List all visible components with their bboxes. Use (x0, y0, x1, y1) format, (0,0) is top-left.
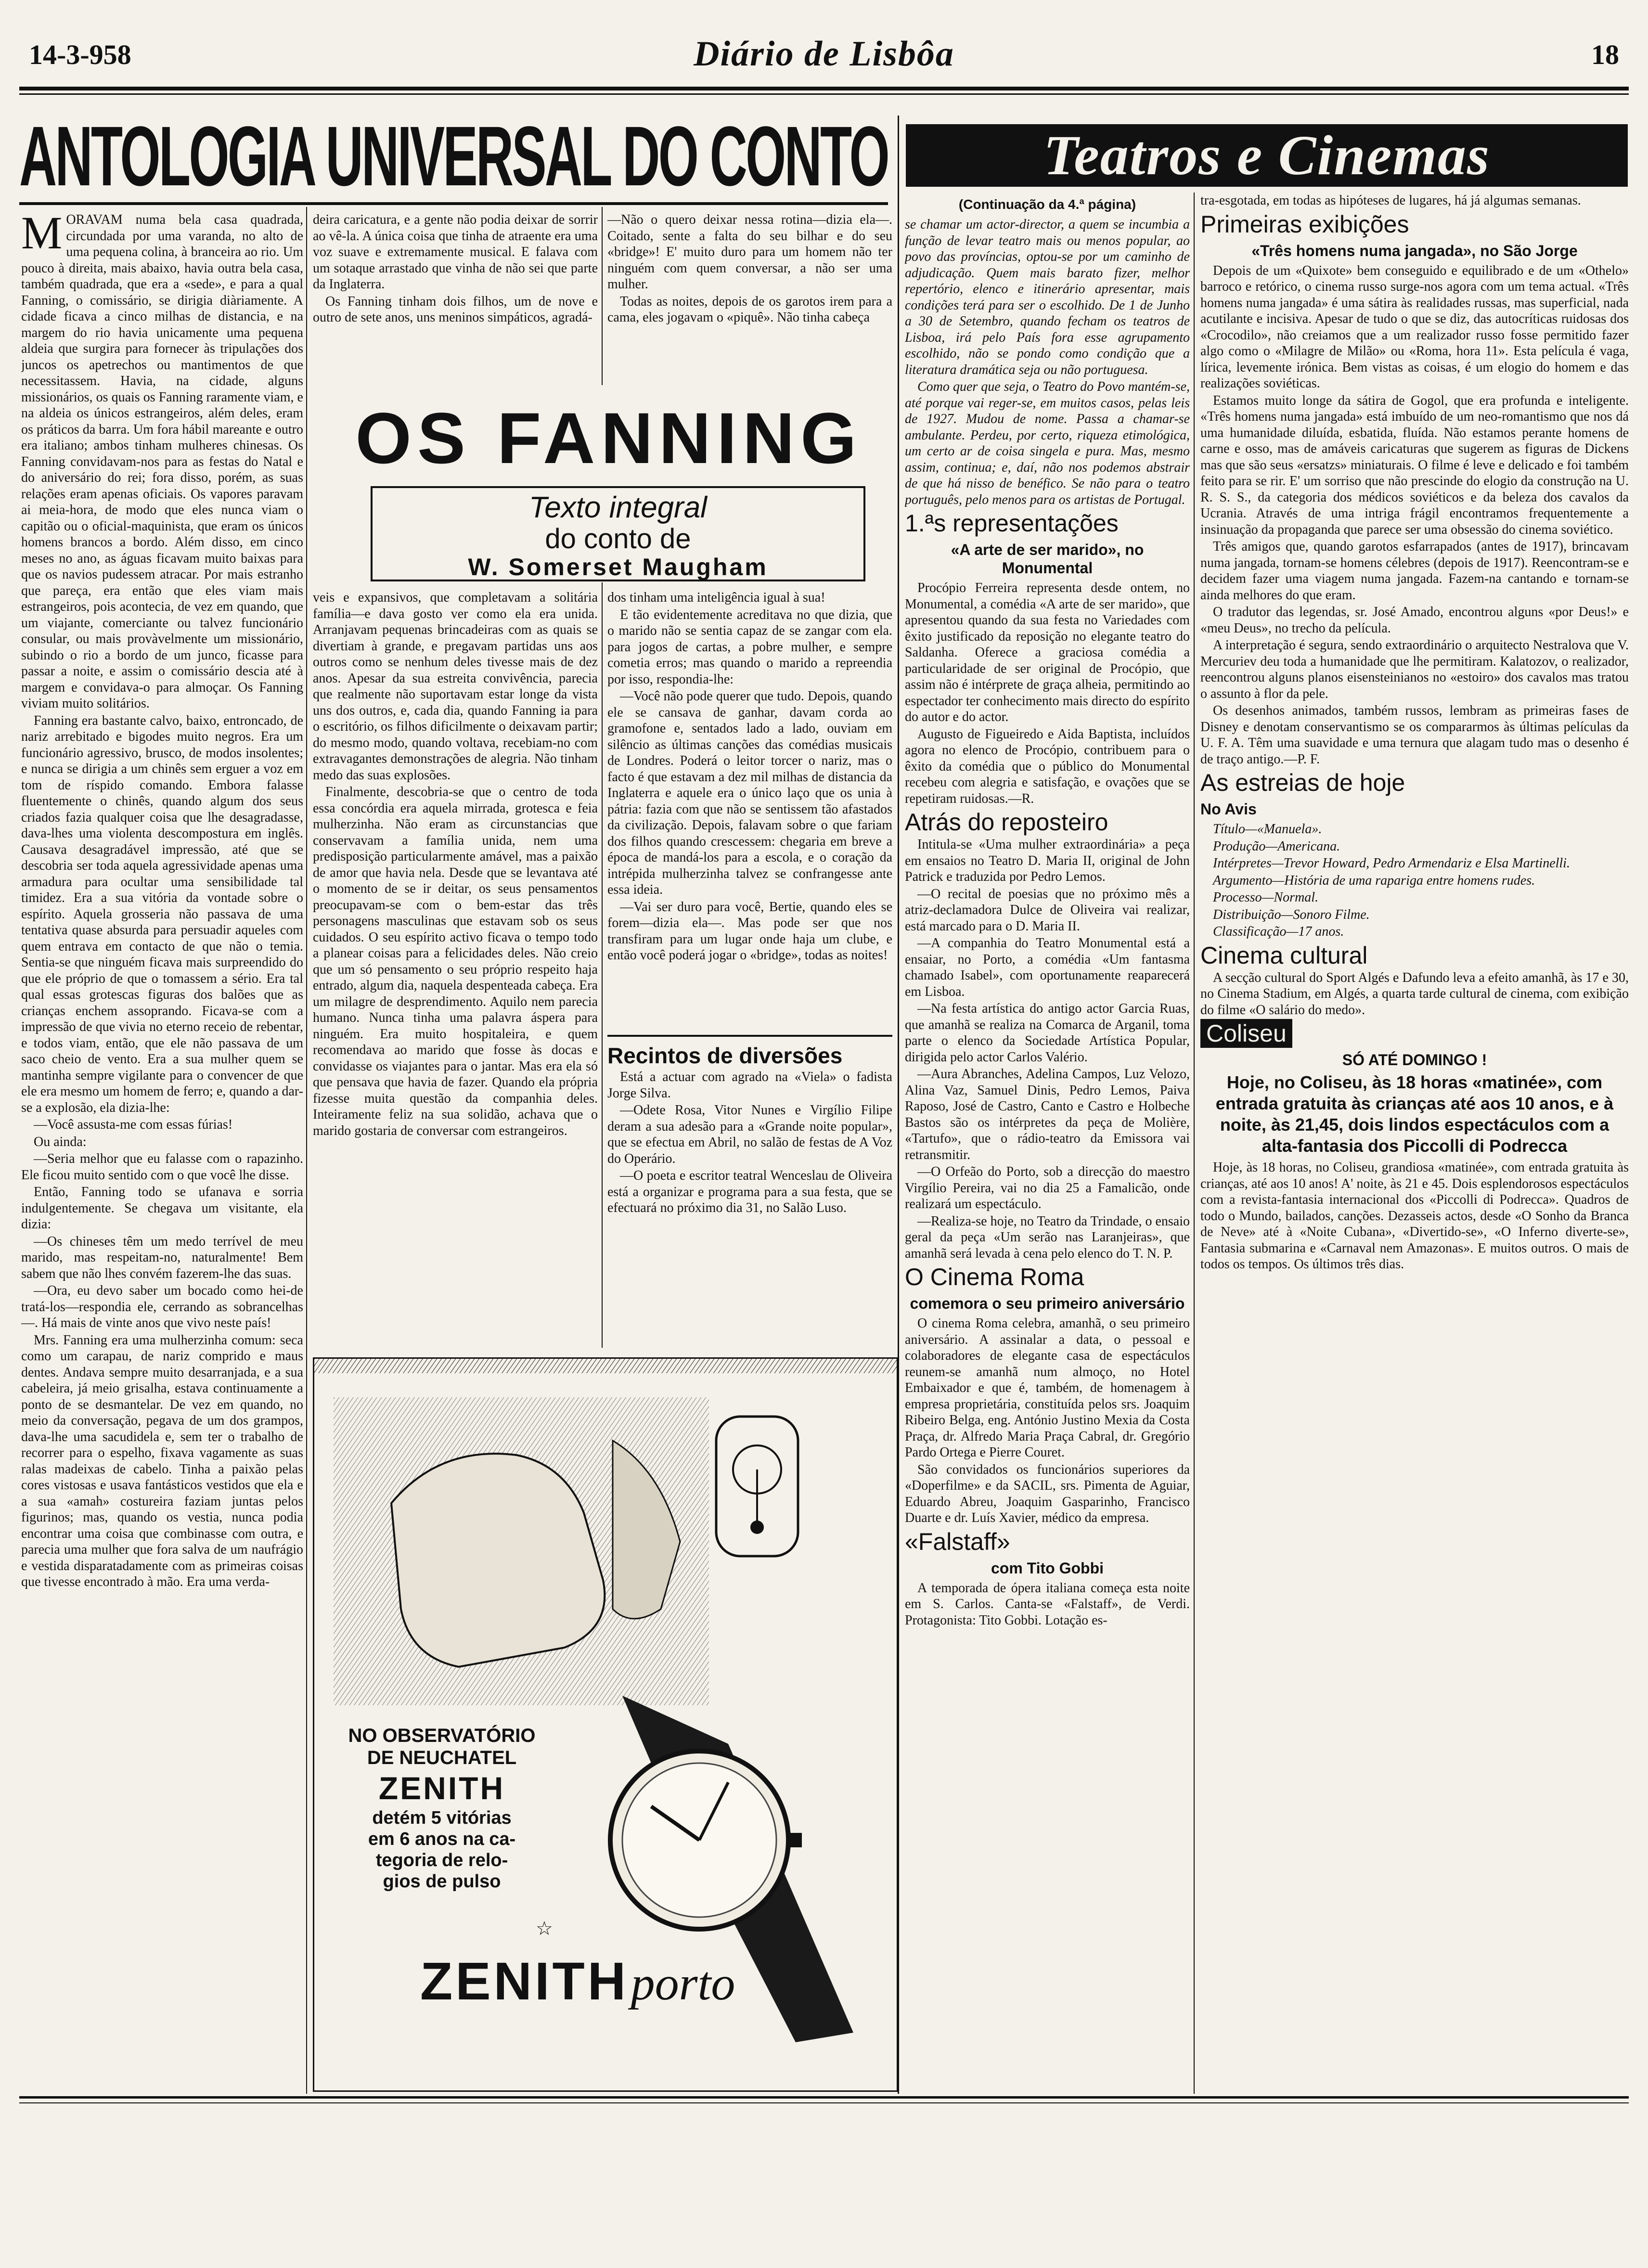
bottom-rule-thin (19, 2102, 1629, 2103)
teatro-text: São convidados os funcionários superiores da «Doperfilme» e da SACIL, srs. Pimenta de Aguiar, Eduardo Abreu, Joaquim Gasparinho, Francisco Duarte e dr. Luís Xavier, médico da empresa. (905, 1462, 1190, 1525)
ad-copy (329, 1725, 555, 1892)
subtitle-text-integral: Texto integral (529, 491, 707, 524)
story-subtitle-box (371, 486, 865, 581)
col-rule-2b (602, 582, 603, 1348)
teatro-text: Três amigos que, quando garotos esfarrapados (antes de 1917), brincavam numa jangada, tornam-se homens célebres (depois de 1917). Reencontram-se e decidem fazer uma viagem numa jangada. Fazem-na cantando e tornam-se ainda melhores do que eram. (1200, 539, 1629, 603)
heading-cinema-cultural: Cinema cultural (1200, 941, 1368, 969)
story-text: —Vai ser duro para você, Bertie, quando eles se forem—dizia ela—. Mas pode ser que nos transfiram para um lugar onde haja um clube, e então você poderá jogar o «bridge», todas as noites! (607, 899, 892, 963)
story-text: Ou ainda: (34, 1134, 87, 1149)
masthead (19, 34, 1629, 72)
masthead-date: 14-3-958 (29, 39, 131, 70)
story-text: dos tinham uma inteligência igual à sua! (607, 590, 825, 605)
heading-representacoes: 1.ªs representações (905, 510, 1119, 537)
heading-coliseu (1200, 1019, 1629, 1048)
teatro-text: Procópio Ferreira representa desde ontem, no Monumental, a comédia «A arte de ser marido», que apresentou quando da sua festa no Variedades com êxito justificado da reposição no elegante teatro do Saldanha. Oferece a graciosa comédia a particularidade de ser original de Procópio, que assim não é intérprete de graça alheia, permitindo ao espectador ter conhecimento mais directo do espírito do autor e do actor. (905, 580, 1190, 724)
zenith-logo (420, 1951, 844, 2012)
avis-line: Argumento—História de uma rapariga entre homens rudes. (1213, 873, 1535, 888)
subheading-falstaff: com Tito Gobbi (991, 1559, 1104, 1577)
teatro-text: O cinema Roma celebra, amanhã, o seu primeiro aniversário. A assinalar a data, o pessoal e colaboradores de elegante casa de espectáculos reunem-se amanhã num almoço, no Hotel Embaixador e que é, também, de homenagem à empresa proprietária, constituída pelos srs. Joaquim Ribeiro Belga, eng. António Justino Mexia da Costa Praça, dr. Alfredo Maria Praça Cabral, dr. Gregório Pardo Ortega e Pierre Couret. (905, 1316, 1190, 1460)
heading-exibicoes: Primeiras exibições (1200, 210, 1409, 238)
ad-line-2: DE NEUCHATEL (367, 1747, 517, 1768)
teatro-text: O tradutor das legendas, sr. José Amado, encontrou alguns «por Deus!» e «meu Deus», no trecho da película. (1200, 605, 1629, 636)
recintos-text: —Odete Rosa, Vitor Nunes e Virgílio Filipe deram a sua adesão para a «Grande noite popular», que se efectua em Abril, no salão de festas de A Voz do Operário. (607, 1103, 892, 1166)
subheading-roma: comemora o seu primeiro aniversário (910, 1295, 1185, 1312)
teatro-text: —Na festa artística do antigo actor Garcia Ruas, que amanhã se realiza na Comarca de Arganil, toma parte o elenco da Sociedade Artística Popular, dirigida pelo actor Carlos Valério. (905, 1001, 1190, 1065)
col-rule-1 (306, 207, 307, 2094)
teatros-banner: Teatros e Cinemas (906, 124, 1628, 187)
story-text: Então, Fanning todo se ufanava e sorria indulgentemente. Se chegava um visitante, ela dizia: (21, 1185, 303, 1232)
story-column-2-top (313, 212, 598, 375)
avis-line: Produção—Americana. (1213, 838, 1340, 854)
subtitle-do-conto: do conto de (545, 523, 691, 554)
story-text: Mrs. Fanning era uma mulherzinha comum: seca como um carapau, de nariz comprido e maus dentes. Andava sempre muito desarranjada, e a sua cabeleira, já meio grisalha, estava continuamente a ponto de se desmantelar. De vez em quando, no meio da conversação, pegava de um dos grampos, dava-lhe uma sacudidela e, sem ter o trabalho de recorrer para o espelho, fixava vagamente as suas ralas madeixas de cabelo. Tinha a paixão pelas cores vistosas e usava fantásticos vestidos que ela e a sua «amah» costureira faziam juntas pelos figurinos; mas, quando os vestia, nunca podia encontrar uma coisa que combinasse com outra, e parecia uma mulher que fora salva de um naufrágio e vestida disparatadamente com as primeiras coisas que tivesse encontrado à mão. Era uma verda- (21, 1332, 303, 1589)
masthead-title: Diário de Lisbôa (694, 34, 954, 74)
heading-falstaff: «Falstaff» (905, 1528, 1010, 1555)
recintos-section (607, 1042, 892, 1350)
story-text: —Os chineses têm um medo terrível de meu marido, mas respeitam-no, naturalmente! Bem sabem que não lhes convém fazerem-lhe das suas. (21, 1234, 303, 1281)
zenith-logo-main: ZENITH (420, 1952, 629, 2011)
avis-line: Distribuição—Sonoro Filme. (1213, 907, 1370, 922)
story-text: —Seria melhor que eu falasse com o rapazinho. Ele ficou muito sentido com o que você lhe disse. (21, 1151, 303, 1183)
story-text: veis e expansivos, que completavam a solitária família—e dava gosto ver como ela era unida. Arranjavam pequenas brincadeiras com as quais se divertiam à grande, e pregavam partidas uns aos outros como se nenhum deles tivesse mais de dez anos. Apesar da sua estreita convivência, parecia que realmente não suportavam estar longe da vista uns dos outros, e, cada dia, quando Fanning ia para o escritório, os filhos dificilmente o deixavam partir; do mesmo modo, quando voltava, recebiam-no com extravagantes demonstrações de alegria. Não tinham medo das suas explosões. (313, 590, 598, 783)
avis-line: Título—«Manuela». (1213, 822, 1322, 837)
page-number: 18 (1591, 39, 1619, 70)
teatro-text: Augusto de Figueiredo e Aida Baptista, incluídos agora no elenco de Procópio, contribuem para o êxito da comédia que o público do Monumental recebeu com alegria e satisfação, e ovações que se repetiram ruidosas.—R. (905, 726, 1190, 806)
story-text: Fanning era bastante calvo, baixo, entroncado, de nariz arrebitado e bigodes muito negros. Era um funcionário agressivo, brusco, de modos insolentes; e nunca se dirigia a um chinês sem erguer a voz em tom de ríspido comando. Embora falasse fluentemente o chinês, quando algum dos seus criados fazia qualquer coisa que lhe desagradasse, dava-lhes uma violenta descompostura em inglês. Causava desagradável impressão, até que se descobria ser toda aquela agressividade apenas uma armadura para ocultar uma sensibilidade tal timidez. Era a sua vitória da vontade sobre o espírito. Aquela grosseria não passava de uma tentativa quase absurda para persuadir aqueles com quem entrava em contacto de que não o temia. Sentia-se que ninguém ficava mais surpreendido do que ele próprio de que o tomassem a sério. Era tal qual essas grotescas figuras dos balões que as crianças enchem assoprando. Ficava-se com a impressão de que vivia no eterno receio de rebentar, e todos viam, então, que ele não passava de um saco cheio de vento. Era a sua mulher quem se mantinha sempre vigilante para o convencer de que ele era mesmo um homem de ferro; e, quando a dar-se a explosão, ela dizia-lhe: (21, 713, 303, 1115)
coliseu-label: Coliseu (1200, 1019, 1292, 1048)
teatro-text: Hoje, às 18 horas, no Coliseu, grandiosa «matinée», com entrada gratuita às crianças, até aos 10 anos! A' noite, às 21 e 45. Dois esplendorosos espectáculos com a revista-fantasia internacional dos «Piccolli di Podrecca». Quadros de todo o Mundo, bailados, canções. Dezasseis actos, desde «O Sonho da Branca de Neve» até à «Noite Cubana», «Divertido-se», «O Inferno diverte-se», Fantasia submarina e «Carnaval nem Amazonas». E muitos outros. O mais de todos os tempos. Os últimos três dias. (1200, 1160, 1629, 1272)
teatro-text: Depois de um «Quixote» bem conseguido e equilibrado e de um «Othelo» barroco e retórico, o cinema russo surge-nos agora com um tema actual. «Três homens numa jangada» é uma sátira às realidades russas, mas superficial, nada acutilante e incisiva. Apesar de tudo o que se diz, das autocríticas ruidosas dos «Crocodilo», não creiamos que a um realizador russo fosse permitido fazer algo como o «Milagre de Milão» ou «Roma, hora 11». Esta película é vaga, lírica, levemente irónica. Bem vistas as coisas, é um elogio do homem e das realizações soviéticas. (1200, 263, 1629, 391)
story-text: —Ora, eu devo saber um bocado como hei-de tratá-los—respondia ele, cerrando as sobrancelhas—. Há mais de vinte anos que vivo neste país! (21, 1283, 303, 1330)
recintos-text: Está a actuar com agrado na «Viela» o fadista Jorge Silva. (607, 1070, 892, 1101)
story-column-2-mid (313, 590, 598, 1345)
recintos-heading: Recintos de diversões (607, 1043, 843, 1068)
zenith-advertisement (313, 1357, 898, 2092)
top-rule-thin (19, 93, 1629, 95)
story-text: —Você assusta-me com essas fúrias! (34, 1117, 233, 1132)
teatro-text: A secção cultural do Sport Algés e Dafundo leva a efeito amanhã, às 17 e 30, no Cinema Stadium, em Algés, a quarta tarde cultural de cinema, com exibição do filme «O salário do medo». (1200, 970, 1629, 1018)
ad-line-3: detém 5 vitórias (372, 1808, 512, 1828)
col-rule-2a (602, 207, 603, 385)
teatro-text: —A companhia do Teatro Monumental está a ensaiar, no Porto, a comédia «Um fantasma chamado Isabel», com oportunamente reaparecerá em Lisboa. (905, 936, 1190, 999)
teatro-text: —Aura Abranches, Adelina Campos, Luz Velozo, Alina Vaz, Samuel Dinis, Pedro Lemos, Paiva Raposo, José de Castro, Canto e Castro e Holbeche Bastos são os intérpretes da peça de Molière, «Tartufo», que o rádio-teatro da Emissora vai retransmitir. (905, 1067, 1190, 1162)
teatro-text: Intitula-se «Uma mulher extraordinária» a peça em ensaios no Teatro D. Maria II, original de John Patrick e traduzida por Pedro Lemos. (905, 837, 1190, 884)
avis-line: Intérpretes—Trevor Howard, Pedro Armendariz e Elsa Martinelli. (1213, 856, 1570, 871)
bottom-rule (19, 2096, 1629, 2099)
ad-line-1: NO OBSERVATÓRIO (348, 1725, 536, 1746)
subheading-jangada: «Três homens numa jangada», no São Jorge (1251, 242, 1578, 259)
zenith-logo-script: porto (631, 1957, 735, 2010)
teatro-text: tra-esgotada, em todas as hipóteses de lugares, há já algumas semanas. (1200, 193, 1581, 208)
recintos-text: —O poeta e escritor teatral Wenceslau de Oliveira está a organizar e programa para a sua festa, que se efectuará no próximo dia 31, no Salão Luso. (607, 1168, 892, 1215)
story-text: E tão evidentemente acreditava no que dizia, que o marido não se sentia capaz de se zangar com ela. para jogos de cartas, a pobre mulher, e sempre cometia erros; mas quando o marido a repreendia por isso, respondia-lhe: (607, 607, 892, 687)
avis-line: Processo—Normal. (1213, 890, 1319, 905)
col-rule-4 (1194, 193, 1195, 2094)
teatros-column-a (905, 193, 1190, 2089)
story-column-3-top (607, 212, 892, 375)
star-icon: ☆ (536, 1918, 553, 1939)
heading-reposteiro: Atrás do reposteiro (905, 809, 1108, 836)
story-text: Finalmente, descobria-se que o centro de toda essa concórdia era aquela mirrada, grotesca e feia mulherzinha. Não eram as circunstancias que conservavam a família unida, nem uma predisposição particularmente amável, mas a paixão de amor que havia nela. Desde que se levantava até o momento de se ir deitar, os seus pensamentos preocupavam-se com o bem-estar das três personagens masculinas que estavam sob os seus cuidados. O seu espírito activo ficava o tempo todo a planear coisas para a felicidades deles. Não creio que um só pensamento o seu próprio respeito haja entrado, algum dia, naquela despenteada cabeça. Era um milagre de desprendimento. Aquilo nem parecia humano. Nunca tinha uma palavra áspera para ninguém. Era muito hospitaleira, e quem recomendava ao marido que fosse às docas e convidasse os viajantes para o jantar. Mas era ela só que pensava que havia de fazer. Quando ela própria fizesse muita questão da companhia deles. Inteiramente feliz na sua solidão, achava que o marido gostaria de conversar com estrangeiros. (313, 785, 598, 1138)
ad-line-6: gios de pulso (383, 1871, 501, 1892)
ad-line-4: em 6 anos na ca- (368, 1829, 516, 1849)
story-column-1 (21, 212, 303, 2089)
coliseu-bold-2: Hoje, no Coliseu, às 18 horas «matinée», com entrada gratuita às crianças até aos 10 anos, e à noite, às 21,45, dois lindos espectáculos com a alta-fantasia dos Piccolli di Podrecca (1215, 1072, 1614, 1156)
top-rule (19, 87, 1629, 90)
heading-cinema-roma: O Cinema Roma (905, 1263, 1084, 1290)
heading-estreias: As estreias de hoje (1200, 769, 1405, 796)
story-column-3-mid (607, 590, 892, 1018)
ad-line-5: tegoria de relo- (375, 1850, 508, 1870)
story-text: —Você não pode querer que tudo. Depois, quando ele se cansava de ganhar, davam corda ao gramofone e, sentados lado a lado, ouviam em silêncio as últimas canções das comédias musicais de Londres. Poderá o leitor torcer o nariz, mas o facto é que estavam a dez mil milhas de distancia da Inglaterra e aquele era o único laço que os unia à pátria: fazia com que não se sentissem tão afastados da civilização. Depois, falavam sobre o que fariam dos filhos quando crescessem: chegaria em breve a época de mandá-los para a escola, e o coração da intrépida mulherzinha talvez se confrangesse ante essa ideia. (607, 689, 892, 897)
ad-brand: ZENITH (378, 1770, 505, 1806)
story-text: Os Fanning tinham dois filhos, um de nove e outro de sete anos, uns meninos simpáticos, agradá- (313, 294, 598, 325)
teatro-text: —O recital de poesias que no próximo mês a atriz-declamadora Dulce de Oliveira vai realizar, está marcado para o D. Maria II. (905, 886, 1190, 934)
subheading-arte: «A arte de ser marido», no Monumental (951, 541, 1144, 577)
teatro-text: A temporada de ópera italiana começa esta noite em S. Carlos. Canta-se «Falstaff», de Verdi. Protagonista: Tito Gobbi. Lotação es- (905, 1580, 1190, 1628)
teatro-text: se chamar um actor-director, a quem se incumbia a função de levar teatro mais ou menos popular, ao povo das províncias, optou-se por um caminho de adjudicação. Quem mais barato fizer, melhor repertório, elenco e itinerário apresentar, mais condições terá para ser o escolhido. De 1 de Junho a 30 de Setembro, quando fecham os teatros de Lisboa, irá pelo País fora esse agrupamento escolhido, não se pondo como condição que a literatura dramática seja ou não portuguesa. (905, 217, 1190, 377)
continuation-note: (Continuação da 4.ª página) (958, 197, 1136, 212)
avis-line: Classificação—17 anos. (1213, 924, 1344, 939)
teatros-column-b (1200, 193, 1629, 2089)
story-text: —Não o quero deixar nessa rotina—dizia ela—. Coitado, sente a falta do seu bilhar e do seu «bridge»! E' muito duro para um homem não ter ninguém com quem conversar, a não ser uma mulher. (607, 212, 892, 292)
recintos-rule (607, 1035, 892, 1037)
subheading-avis: No Avis (1200, 800, 1257, 818)
teatro-text: A interpretação é segura, sendo extraordinário o arquitecto Nestralova que V. Mercuriev deu toda a humanidade que lhe permitiram. Kalatozov, o realizador, reencontrou alguns planos eisensteinianos no «estoiro» dos cavalos mas tratou o assunto à flor da pele. (1200, 638, 1629, 701)
coliseu-bold-1: SÓ ATÉ DOMINGO ! (1342, 1051, 1487, 1069)
teatro-text: —Realiza-se hoje, no Teatro da Trindade, o ensaio geral da peça «Um serão nas Laranjeiras», que amanhã será levada à cena pelo elenco do T. N. P. (905, 1213, 1190, 1261)
drop-cap: M (21, 212, 63, 258)
teatro-text: Os desenhos animados, também russos, lembram as primeiras fases de Disney e denotam conservantismo se os compararmos às últimas películas da U. F. A. Têm uma suavidade e uma ternura que alagam tudo mas o desenho é de traço antigo.—P. F. (1200, 703, 1629, 767)
story-text: deira caricatura, e a gente não podia deixar de sorrir ao vê-la. A única coisa que tinha de atraente era uma voz suave e extremamente musical. E falava com um sotaque arrastado que vinha de não sei que parte da Inglaterra. (313, 212, 598, 292)
story-title: OS FANNING (355, 398, 863, 478)
story-author: W. Somerset Maugham (468, 554, 768, 580)
story-text: ORAVAM numa bela casa quadrada, circundada por uma varanda, no alto de uma pequena colina, à branceira ao rio. Um pouco à direita, mais abaixo, havia outra bela casa, também quadrada, que era a «sede», e para a qual Fanning, o comissário, se dirigia diàriamente. A cidade ficava a cinco milhas de distancia, e na margem do rio havia unicamente uma pequena aldeia que surgira para fornecer às tripulações dos juncos os apetrechos ou mantimentos de que necessitassem. Havia, na cidade, alguns missionários, os quais os Fanning raramente viam, e na aldeia os únicos estrangeiros, além deles, eram os práticos da barra. Um fora hábil mareante e outro era italiano; ambos tinham mulheres chinesas. Os Fanning convidavam-nos para as festas do Natal e do aniversário do rei; fora disso, porém, as suas relações eram apenas oficiais. Os vapores paravam ai meia-hora, de modo que eles nunca viam o capitão ou o oficial-maquinista, que eram os únicos homens brancos a bordo. Além disso, em cinco meses no ano, as águas ficavam muito baixas para que os navios pudessem atracar. Por mais estranho que pareça, era então que eles viam mais estrangeiros, pois acontecia, de vez em quando, que um viajante, comerciante ou talvez funcionário consular, ou mais provàvelmente um missionário, subindo o rio a bordo de um junco, ficasse para passar a noite, e assim o comissário descia até à margem e convidava-o para almoçar. Os Fanning viviam muito solitários. (21, 212, 303, 711)
teatro-text: Como quer que seja, o Teatro do Povo mantém-se, até porque vai reger-se, em muitos casos, pelas leis de 1927. Mudou de nome. Passa a chamar-se ambulante. Perdeu, por certo, riqueza etimológica, um certo ar de coisa singela e pura. Mas, mesmo assim, continua; e, daí, não nos podemos abstrair de que há nisso de benéfico. Se não para o teatro português, pelo menos para os artistas de Portugal. (905, 379, 1190, 507)
teatro-text: —O Orfeão do Porto, sob a direcção do maestro Virgílio Pereira, vai no dia 25 a Famalicão, onde realizará um espectáculo. (905, 1164, 1190, 1211)
anthology-headline: ANTOLOGIA UNIVERSAL DO CONTO (19, 116, 888, 197)
teatro-text: Estamos muito longe da sátira de Gogol, que era profunda e inteligente. «Três homens numa jangada» está imbuído de um neo-romantismo que nos dá uma humanidade diluída, esbatida, fluída. Não estamos perante homens de carne e osso, mas de amáveis caricaturas que sugerem as figuras de Dickens mas que são seus «ersatzs» miniaturais. O filme é leve e delicado e foi também feito para se rir. E' um sorriso que não prescinde do elogio da construção na U. R. S. S., da categoria dos médicos soviéticos e da beleza dos cavalos da Ucrania. Através de uma intriga frágil encontramos frequentemente a insinuação da propaganda que parece ser uma obsessão do cinema soviético. (1200, 393, 1629, 537)
story-text: Todas as noites, depois de os garotos irem para a cama, eles jogavam o «piquê». Não tinha cabeça (607, 294, 892, 325)
headline-rule (19, 202, 888, 205)
